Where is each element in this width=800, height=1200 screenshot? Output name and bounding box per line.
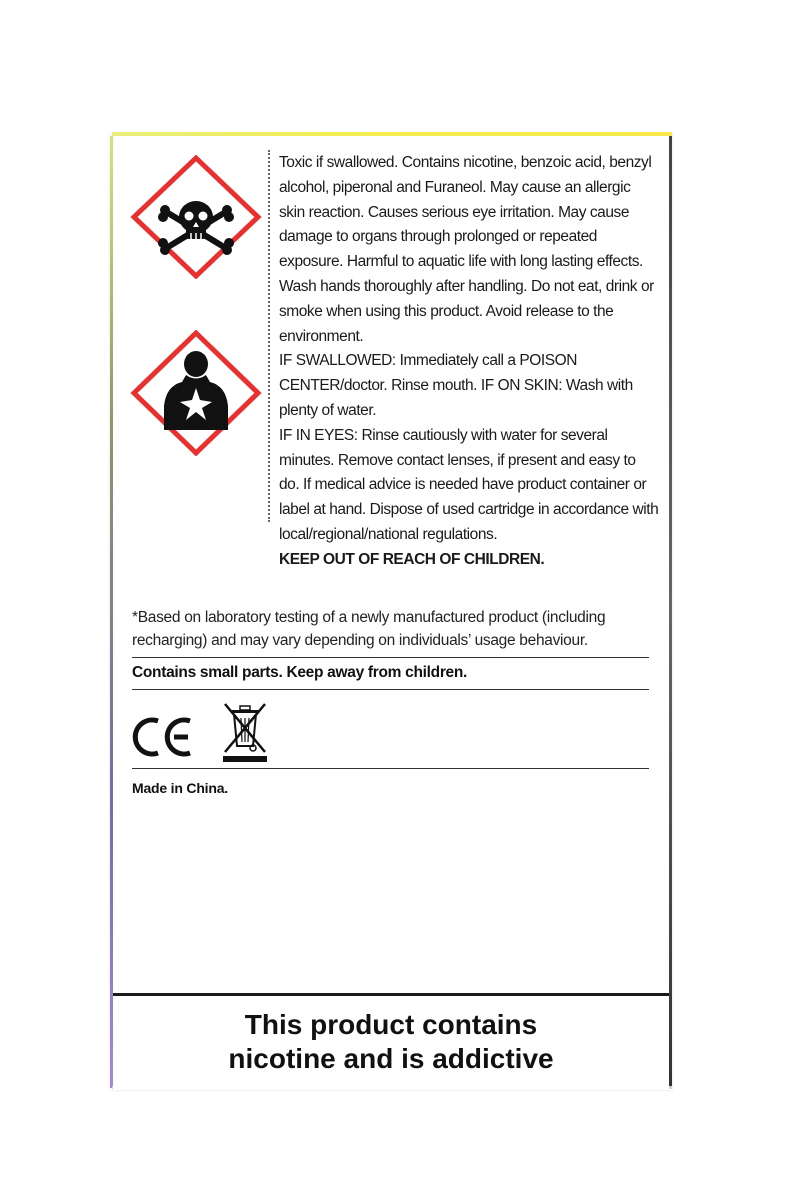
- divider-line: [132, 768, 649, 769]
- nicotine-warning-panel: [113, 993, 669, 1089]
- nicotine-warning-text: [113, 1008, 669, 1076]
- package-right-edge: [669, 136, 672, 1088]
- divider-line: [132, 689, 649, 690]
- package-left-edge: [110, 136, 113, 1088]
- nicotine-warning-line1: This product contains: [244, 1009, 538, 1040]
- dotted-divider: [268, 150, 270, 522]
- small-parts-warning: Contains small parts. Keep away from children.: [132, 664, 468, 681]
- swallow-skin-instructions: IF SWALLOWED: Immediately call a POISON CENTER/doctor. Rinse mouth. IF ON SKIN: Wash with plenty of water.: [279, 352, 633, 419]
- ce-mark: [130, 715, 196, 764]
- nicotine-warning-line2: nicotine and is addictive: [228, 1043, 554, 1074]
- package-top-edge: [112, 132, 672, 136]
- health-hazard-icon: [130, 330, 262, 456]
- made-in-label: Made in China.: [132, 780, 228, 796]
- divider-line: [132, 657, 649, 658]
- hazard-warning-text: [279, 151, 659, 573]
- skull-crossbones-icon: [130, 155, 262, 279]
- crossed-out-wheelie-bin-icon: [219, 700, 271, 771]
- hazard-statements: Toxic if swallowed. Contains nicotine, benzoic acid, benzyl alcohol, piperonal and Furaneol. May cause an allergic skin reaction. Causes serious eye irritation. May cause damage to organs through prolonged or repeated exposure. Harmful to aquatic life with long lasting effects. Wash hands thoroughly after handling. Do not eat, drink or smoke when using this product. Avoid release to the environment.: [279, 154, 654, 345]
- laboratory-footnote: *Based on laboratory testing of a newly manufactured product (including recharging) and may vary depending on individuals’ usage behaviour.: [132, 609, 606, 649]
- eyes-disposal-instructions: IF IN EYES: Rinse cautiously with water for several minutes. Remove contact lenses, if present and easy to do. If medical advice is needed have product container or label at hand. Dispose of used cartridge in accordance with local/regional/national regulations.: [279, 426, 659, 543]
- keep-out-of-reach: KEEP OUT OF REACH OF CHILDREN.: [279, 550, 545, 568]
